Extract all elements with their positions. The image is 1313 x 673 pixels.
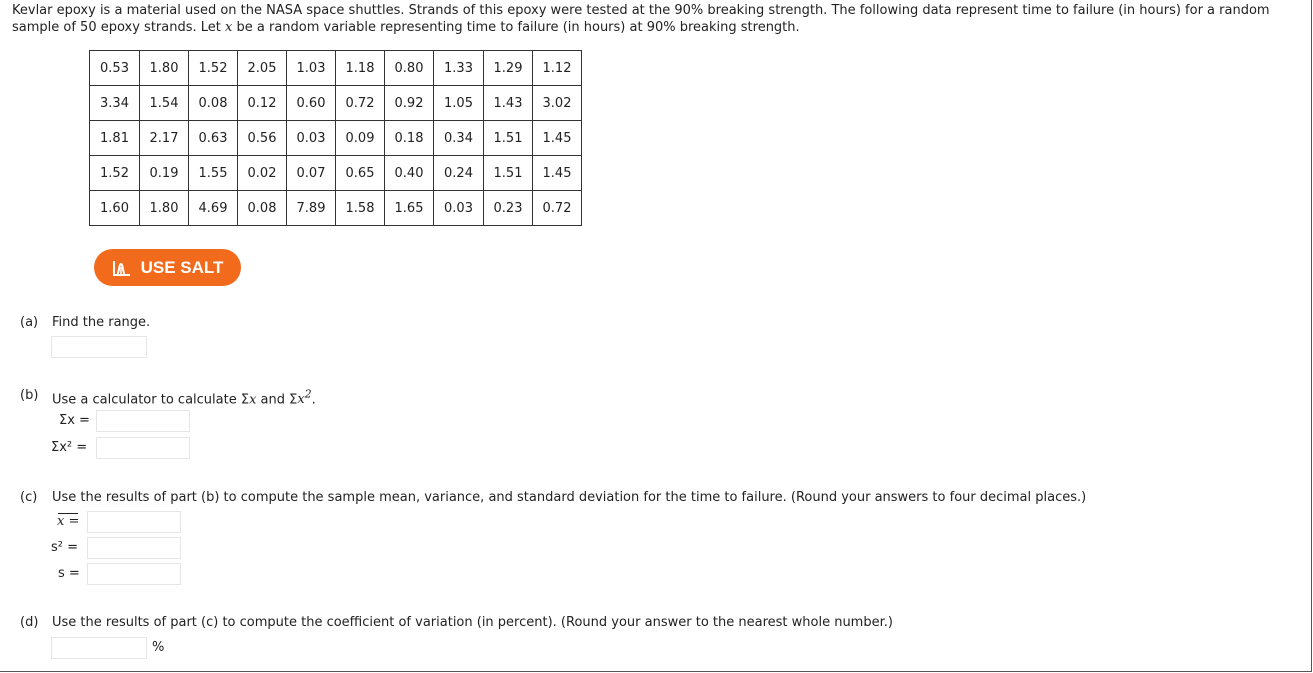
part-d-label: (d)	[20, 615, 39, 630]
table-cell: 1.51	[484, 121, 533, 156]
table-cell: 1.43	[484, 86, 533, 121]
part-d-text: Use the results of part (c) to compute the coefficient of variation (in percent). (Round your answer to the nearest whole number.)	[52, 615, 893, 630]
use-salt-label: USE SALT	[140, 257, 224, 277]
table-cell: 0.24	[434, 156, 484, 191]
table-cell: 2.17	[140, 121, 189, 156]
part-c-label: (c)	[20, 490, 38, 505]
table-cell: 1.45	[533, 121, 582, 156]
data-table	[89, 50, 582, 226]
table-row	[90, 51, 582, 86]
sd-label: s =	[58, 566, 80, 581]
table-cell: 1.29	[484, 51, 533, 86]
part-b-text-pre: Use a calculator to calculate Σ	[52, 392, 250, 408]
table-row	[90, 156, 582, 191]
table-cell: 0.08	[238, 191, 287, 226]
table-cell: 1.65	[385, 191, 434, 226]
part-b-var-x: x	[249, 392, 257, 408]
coefficient-of-variation-input[interactable]	[51, 637, 147, 659]
table-cell: 1.05	[434, 86, 484, 121]
use-salt-button[interactable]	[94, 249, 241, 286]
table-cell: 0.65	[336, 156, 385, 191]
mean-label	[57, 514, 79, 529]
percent-unit: %	[152, 640, 165, 655]
intro-variable: x	[225, 20, 233, 35]
variance-label: s² =	[51, 540, 79, 555]
table-cell: 1.18	[336, 51, 385, 86]
part-b-var-x2: $x^2$	[297, 388, 312, 408]
table-cell: 0.02	[238, 156, 287, 191]
problem-intro	[12, 2, 1312, 36]
table-cell: 4.69	[189, 191, 238, 226]
table-row	[90, 191, 582, 226]
table-cell: 7.89	[287, 191, 336, 226]
sd-input[interactable]	[87, 563, 181, 585]
table-cell: 1.52	[189, 51, 238, 86]
table-cell: 1.58	[336, 191, 385, 226]
table-cell: 0.60	[287, 86, 336, 121]
table-cell: 1.81	[90, 121, 140, 156]
mean-input[interactable]	[87, 511, 181, 533]
table-cell: 0.09	[336, 121, 385, 156]
table-cell: 0.08	[189, 86, 238, 121]
part-b-text	[52, 388, 316, 407]
part-a-label: (a)	[20, 315, 39, 330]
table-cell: 0.07	[287, 156, 336, 191]
table-cell: 0.03	[434, 191, 484, 226]
variance-input[interactable]	[87, 537, 181, 559]
table-row	[90, 121, 582, 156]
table-cell: 1.12	[533, 51, 582, 86]
table-cell: 0.12	[238, 86, 287, 121]
table-cell: 0.72	[336, 86, 385, 121]
table-cell: 0.34	[434, 121, 484, 156]
table-cell: 1.45	[533, 156, 582, 191]
table-cell: 1.80	[140, 191, 189, 226]
salt-chart-icon	[112, 259, 132, 277]
part-c-text: Use the results of part (b) to compute the sample mean, variance, and standard deviation for the time to failure. (Round your answers to four decimal places.)	[52, 490, 1087, 505]
table-cell: 3.34	[90, 86, 140, 121]
table-cell: 0.18	[385, 121, 434, 156]
table-cell: 1.80	[140, 51, 189, 86]
table-cell: 0.19	[140, 156, 189, 191]
table-cell: 0.80	[385, 51, 434, 86]
sum-x-label: Σx =	[59, 413, 90, 428]
table-cell: 2.05	[238, 51, 287, 86]
table-cell: 1.03	[287, 51, 336, 86]
table-cell: 0.23	[484, 191, 533, 226]
mean-symbol: x =	[57, 514, 80, 529]
part-b-text-post: .	[311, 392, 316, 408]
table-cell: 1.60	[90, 191, 140, 226]
range-input[interactable]	[51, 336, 147, 358]
intro-text-2: be a random variable representing time to failure (in hours) at 90% breaking strength.	[232, 20, 800, 35]
table-cell: 1.51	[484, 156, 533, 191]
table-cell: 0.40	[385, 156, 434, 191]
table-cell: 0.63	[189, 121, 238, 156]
table-cell: 0.03	[287, 121, 336, 156]
table-cell: 0.56	[238, 121, 287, 156]
table-cell: 0.92	[385, 86, 434, 121]
sum-x2-label: Σx² =	[51, 440, 88, 455]
table-cell: 0.53	[90, 51, 140, 86]
table-cell: 1.55	[189, 156, 238, 191]
table-cell: 1.52	[90, 156, 140, 191]
sum-x2-input[interactable]	[96, 437, 190, 459]
intro-text-1: Kevlar epoxy is a material used on the NASA space shuttles. Strands of this epoxy were tested at the 90% breaking strength. The following data represent time to failure (in hours) for a random sample of 50 epoxy strands. Let	[12, 3, 1270, 35]
part-b-text-mid: and Σ	[256, 392, 298, 408]
table-cell: 0.72	[533, 191, 582, 226]
part-a-text: Find the range.	[52, 315, 151, 330]
sum-x-input[interactable]	[96, 410, 190, 432]
part-b-label: (b)	[20, 388, 39, 403]
table-cell: 1.33	[434, 51, 484, 86]
table-row	[90, 86, 582, 121]
table-cell: 1.54	[140, 86, 189, 121]
table-cell: 3.02	[533, 86, 582, 121]
